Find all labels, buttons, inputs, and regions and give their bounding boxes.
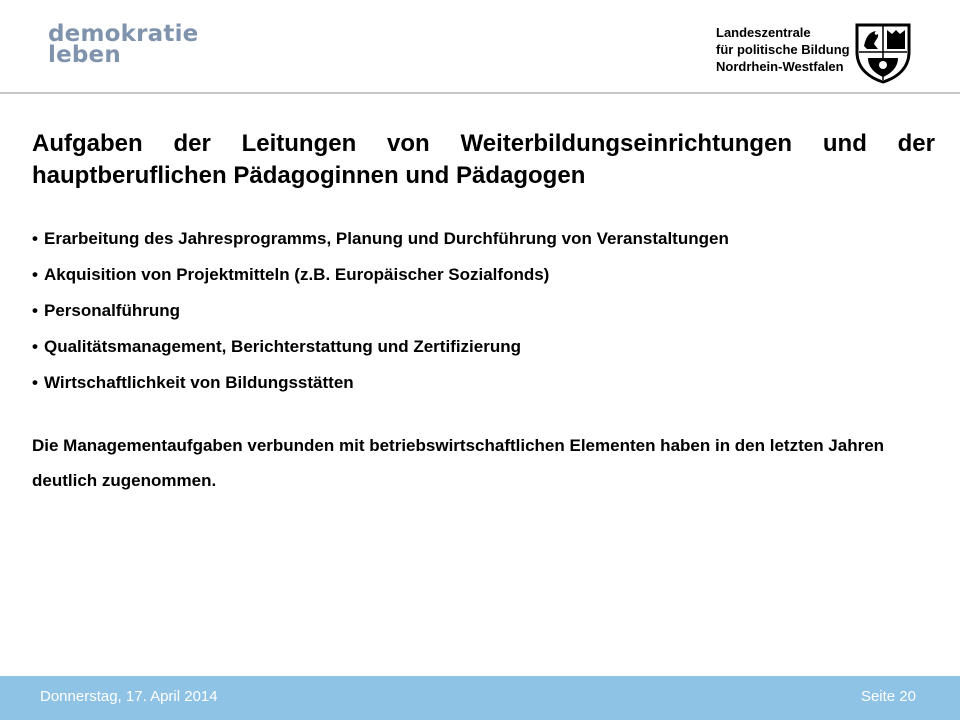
bullet-icon: • bbox=[32, 265, 38, 284]
list-item bbox=[32, 299, 932, 335]
bullet-text: Qualitätsmanagement, Berichterstattung und Zertifizierung bbox=[44, 337, 522, 356]
bullet-list bbox=[32, 227, 932, 407]
lpb-line-2: für politische Bildung bbox=[716, 42, 850, 57]
footer-date: Donnerstag, 17. April 2014 bbox=[40, 688, 218, 705]
lpb-nrw-logo-text bbox=[716, 24, 850, 75]
slide-title: Aufgaben der Leitungen von Weiterbildungseinrichtungen und der hauptberuflichen Pädagoginnen und Pädagogen bbox=[32, 130, 935, 189]
bullet-text: Akquisition von Projektmitteln (z.B. Europäischer Sozialfonds) bbox=[44, 265, 550, 284]
bullet-text: Wirtschaftlichkeit von Bildungsstätten bbox=[44, 373, 354, 392]
list-item bbox=[32, 335, 932, 371]
bullet-icon: • bbox=[32, 373, 38, 392]
list-item bbox=[32, 227, 932, 263]
bullet-icon: • bbox=[32, 301, 38, 320]
summary-paragraph: Die Managementaufgaben verbunden mit betriebswirtschaftlichen Elementen haben in den letzten Jahren deutlich zugenommen. bbox=[32, 436, 885, 490]
list-item bbox=[32, 263, 932, 299]
footer-bar bbox=[0, 676, 960, 720]
lpb-line-3: Nordrhein-Westfalen bbox=[716, 59, 844, 74]
header-divider bbox=[0, 92, 960, 94]
nrw-crest-icon bbox=[854, 22, 912, 84]
logo-line-1: demokratie bbox=[48, 21, 199, 47]
bullet-text: Personalführung bbox=[44, 301, 181, 320]
demokratie-leben-logo bbox=[48, 21, 199, 68]
logo-line-2: leben bbox=[48, 42, 121, 68]
bullet-icon: • bbox=[32, 229, 38, 248]
page-number: Seite 20 bbox=[860, 688, 916, 705]
bullet-icon: • bbox=[32, 337, 38, 356]
bullet-text: Erarbeitung des Jahresprogramms, Planung und Durchführung von Veranstaltungen bbox=[44, 229, 729, 248]
list-item bbox=[32, 371, 932, 407]
lpb-line-1: Landeszentrale bbox=[716, 25, 811, 40]
